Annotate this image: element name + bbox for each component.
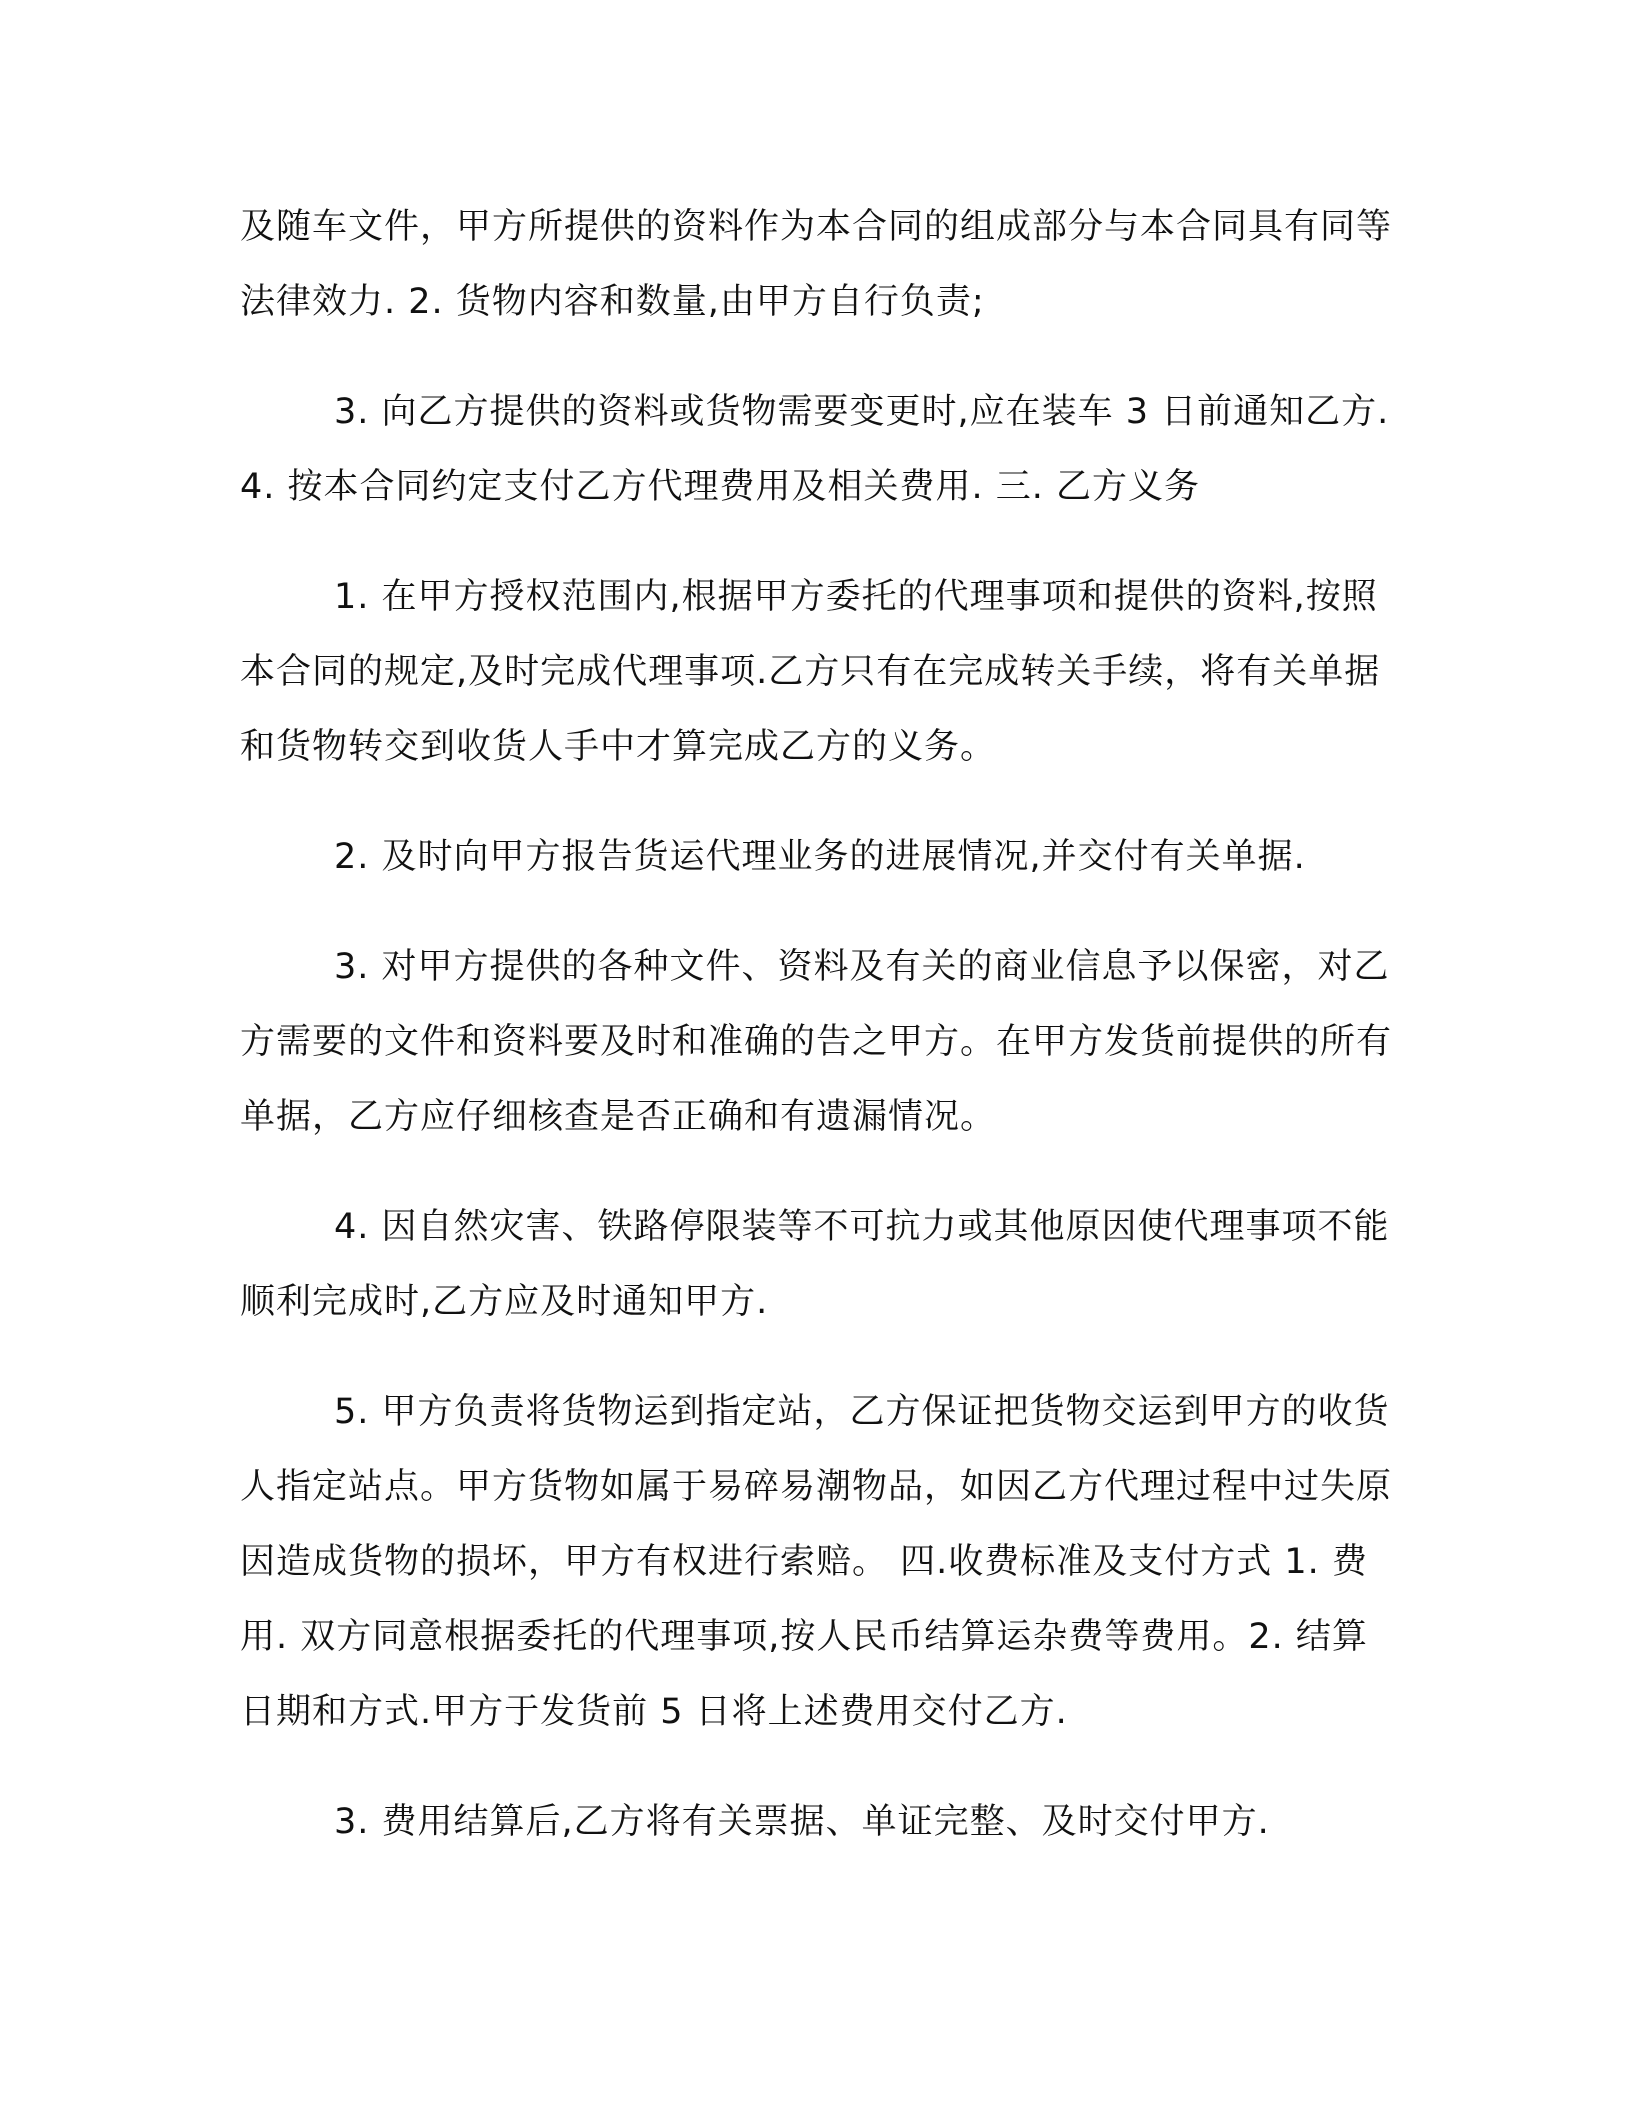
paragraph-party-b-duty-4: 4. 因自然灾害、铁路停限装等不可抗力或其他原因使代理事项不能顺利完成时,乙方应及时通知甲方. <box>240 1207 1390 1322</box>
paragraph-party-b-duty-1: 1. 在甲方授权范围内,根据甲方委托的代理事项和提供的资料,按照本合同的规定,及时完成代理事项.乙方只有在完成转关手续，将有关单据和货物转交到收货人手中才算完成乙方的义务。 <box>240 577 1381 767</box>
document-body <box>240 190 1392 1895</box>
paragraph-change-notice: 3. 向乙方提供的资料或货物需要变更时,应在装车 3 日前通知乙方. 4. 按本合同约定支付乙方代理费用及相关费用. 三. 乙方义务 <box>240 392 1390 507</box>
paragraph-party-b-duty-2: 2. 及时向甲方报告货运代理业务的进展情况,并交付有关单据. <box>334 837 1306 877</box>
paragraph-party-b-duty-5: 5. 甲方负责将货物运到指定站，乙方保证把货物交运到甲方的收货人指定站点。甲方货物如属于易碎易潮物品，如因乙方代理过程中过失原因造成货物的损坏，甲方有权进行索赔。 四.收费标准及支付方式 1. 费用. 双方同意根据委托的代理事项,按人民币结算运杂费等费用。2. 结算日期和方式.甲方于发货前 5 日将上述费用交付乙方. <box>240 1392 1393 1732</box>
paragraph-party-b-duty-3: 3. 对甲方提供的各种文件、资料及有关的商业信息予以保密，对乙方需要的文件和资料要及时和准确的告之甲方。在甲方发货前提供的所有单据，乙方应仔细核查是否正确和有遗漏情况。 <box>240 947 1393 1137</box>
paragraph-fee-settlement: 3. 费用结算后,乙方将有关票据、单证完整、及时交付甲方. <box>334 1802 1270 1842</box>
paragraph-party-a-documents: 及随车文件，甲方所提供的资料作为本合同的组成部分与本合同具有同等法律效力. 2. 货物内容和数量,由甲方自行负责; <box>240 207 1393 322</box>
